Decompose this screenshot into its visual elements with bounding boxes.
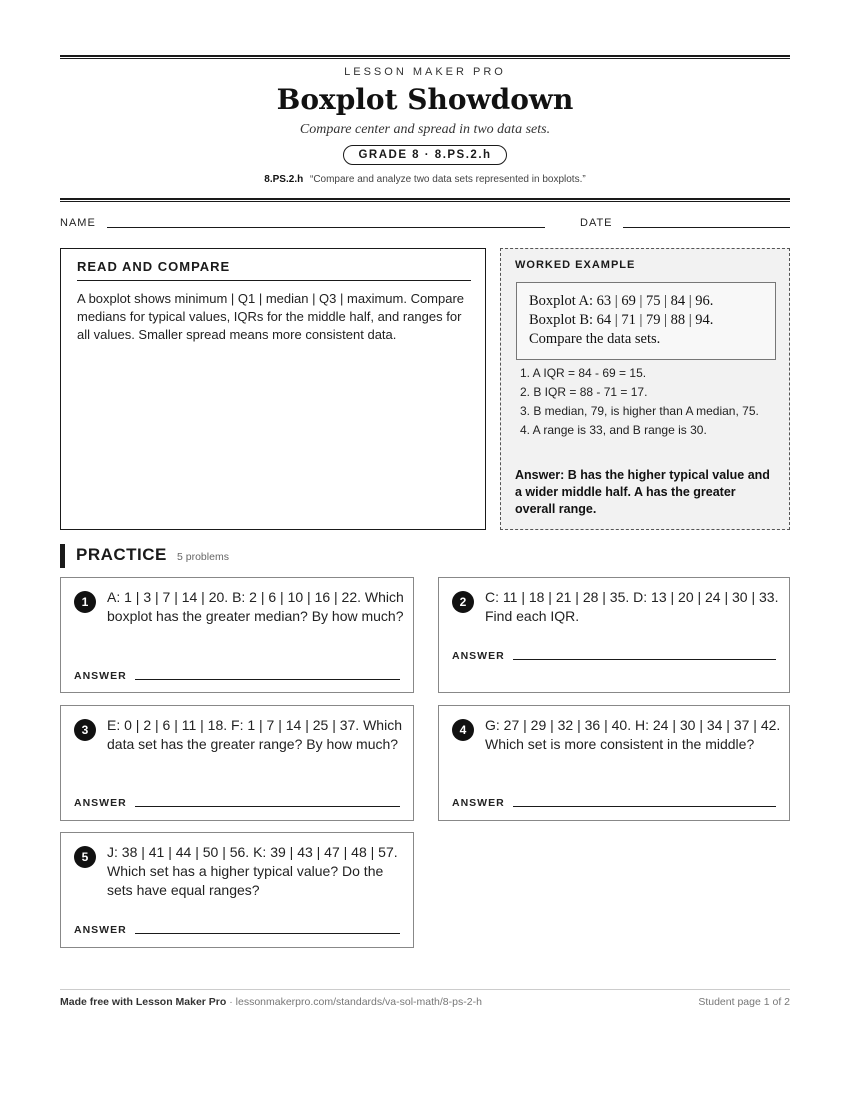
answer-label: ANSWER [74,924,127,936]
practice-accent-bar [60,544,65,568]
read-compare-title: READ AND COMPARE [77,259,471,281]
problem-card-3 [60,705,414,821]
problem-text: A: 1 | 3 | 7 | 14 | 20. B: 2 | 6 | 10 | 16 | 22. Which boxplot has the greater median? By how much? [107,589,404,624]
answer-label: ANSWER [74,797,127,809]
read-compare-text: A boxplot shows minimum | Q1 | median | Q3 | maximum. Compare medians for typical values, IQRs for the middle half, and ranges for all values. Smaller spread means more consistent data. [77,291,465,342]
header-bottom-rule [60,198,790,202]
problem-text: J: 38 | 41 | 44 | 50 | 56. K: 39 | 43 | 47 | 48 | 57. Which set has a higher typical value? Do the sets have equal ranges? [107,844,398,898]
answer-field[interactable] [513,659,776,660]
date-label: DATE [580,217,613,229]
worked-problem-line: Boxplot A: 63 | 69 | 75 | 84 | 96. [529,293,714,309]
problem-card-5 [60,832,414,948]
problem-number: 5 [74,846,96,868]
problem-number: 2 [452,591,474,613]
problem-card-1 [60,577,414,693]
worked-example-title: WORKED EXAMPLE [515,259,636,271]
worked-example-answer: Answer: B has the higher typical value and a wider middle half. A has the greater overall range. [515,468,770,516]
problem-number: 3 [74,719,96,741]
worked-example-box [500,248,790,530]
worked-example-problem [516,282,776,360]
answer-field[interactable] [135,806,400,807]
problem-number: 1 [74,591,96,613]
name-field[interactable] [107,227,545,228]
worked-example-steps [515,365,777,441]
footer-rule [60,989,790,990]
footer-credit [60,996,482,1008]
worked-step: 4. A range is 33, and B range is 30. [520,423,707,437]
grade-badge: GRADE 8 · 8.PS.2.h [343,145,506,165]
answer-label: ANSWER [452,797,505,809]
worked-problem-line: Compare the data sets. [529,331,661,347]
page-title: Boxplot Showdown [276,83,574,116]
header-top-rule [60,55,790,59]
read-compare-box [60,248,486,530]
worked-step: 3. B median, 79, is higher than A median, 75. [520,404,759,418]
practice-count: 5 problems [177,551,229,563]
footer-url[interactable]: · lessonmakerpro.com/standards/va-sol-math/8-ps-2-h [226,996,482,1008]
brand-name: LESSON MAKER PRO [344,66,506,78]
answer-label: ANSWER [74,670,127,682]
grade-badge-wrap [60,145,790,165]
footer-made-with: Made free with Lesson Maker Pro [60,996,227,1008]
worked-step: 1. A IQR = 84 - 69 = 15. [520,366,647,380]
problem-text: G: 27 | 29 | 32 | 36 | 40. H: 24 | 30 | 34 | 37 | 42. Which set is more consistent in the middle? [485,717,781,752]
standard-code: 8.PS.2.h [264,174,304,185]
standard-line [60,174,790,185]
answer-field[interactable] [135,679,400,680]
worked-step: 2. B IQR = 88 - 71 = 17. [520,385,648,399]
date-field[interactable] [623,227,790,228]
worked-problem-line: Boxplot B: 64 | 71 | 79 | 88 | 94. [529,312,714,328]
problem-card-2 [438,577,790,693]
page-subtitle: Compare center and spread in two data sets. [299,122,551,137]
answer-label: ANSWER [452,650,505,662]
answer-field[interactable] [135,933,400,934]
footer-page-number: Student page 1 of 2 [698,996,790,1008]
problem-number: 4 [452,719,474,741]
problem-card-4 [438,705,790,821]
answer-field[interactable] [513,806,776,807]
practice-title: PRACTICE [76,545,167,564]
name-label: NAME [60,217,96,229]
standard-text: “Compare and analyze two data sets represented in boxplots.” [309,174,586,185]
worksheet-page [60,0,790,1100]
problem-text: C: 11 | 18 | 21 | 28 | 35. D: 13 | 20 | 24 | 30 | 33. Find each IQR. [485,589,779,624]
problem-text: E: 0 | 2 | 6 | 11 | 18. F: 1 | 7 | 14 | 25 | 37. Which data set has the greater range? By how much? [107,717,402,752]
